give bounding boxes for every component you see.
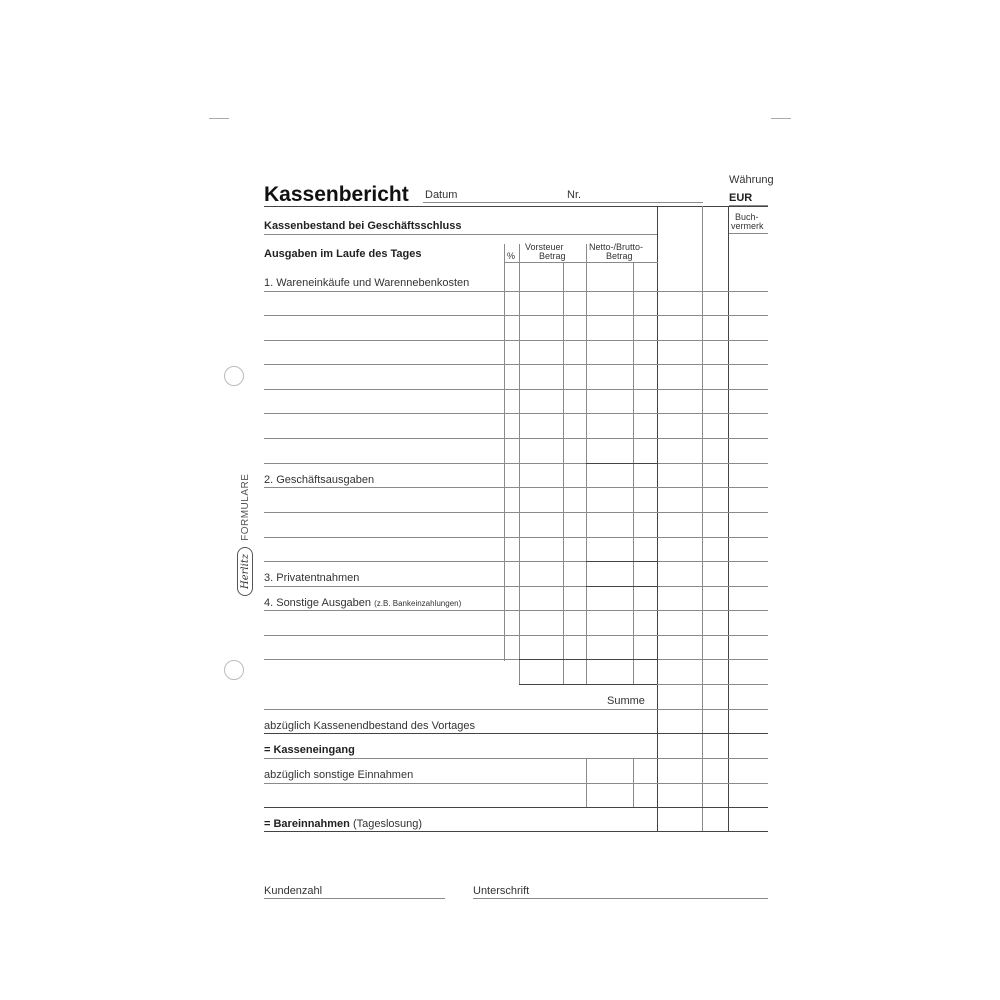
section-2-label: 2. Geschäftsausgaben <box>264 474 375 486</box>
datum-label: Datum <box>425 189 458 201</box>
bareinnahmen-line[interactable] <box>264 831 768 832</box>
kundenzahl-line[interactable] <box>264 898 445 899</box>
subtotal-bottom <box>519 684 658 685</box>
row-line[interactable] <box>264 364 768 365</box>
row-line[interactable] <box>264 537 768 538</box>
summe-label: Summe <box>607 695 645 707</box>
tageslosung-note: (Tageslosung) <box>352 818 423 830</box>
section-4-note: (z.B. Bankeinzahlungen) <box>374 599 462 608</box>
subtotal-rule-2 <box>586 561 658 562</box>
section-4-title: 4. Sonstige Ausgaben <box>264 597 372 609</box>
row-line[interactable] <box>264 586 768 587</box>
buchvermerk-line1: Buch- <box>735 212 759 222</box>
percent-col-sep <box>504 244 505 661</box>
total-cents-sep <box>702 206 703 832</box>
datum-line[interactable] <box>423 202 703 203</box>
waehrung-label: Währung <box>729 174 774 186</box>
punch-hole-top <box>224 366 244 386</box>
section-4-label <box>264 598 461 609</box>
row-line[interactable] <box>264 389 768 390</box>
kundenzahl-label: Kundenzahl <box>264 885 323 897</box>
section-1-label: 1. Wareneinkäufe und Warennebenkosten <box>264 277 470 289</box>
vortrag-line[interactable] <box>264 733 768 734</box>
waehrung-value: EUR <box>729 192 753 204</box>
vorsteuer-header-1: Vorsteuer <box>525 242 564 252</box>
unterschrift-label: Unterschrift <box>473 885 530 897</box>
subheader-rule <box>504 262 658 263</box>
total-col-left <box>657 206 658 832</box>
row-line[interactable] <box>264 610 768 611</box>
row-line[interactable] <box>264 561 768 562</box>
abzueglich-vortrag-label: abzüglich Kassenendbestand des Vortages <box>264 720 475 732</box>
row-line[interactable] <box>264 487 768 488</box>
herlitz-logo: Herlitz <box>237 547 253 596</box>
kasseneingang-label: = Kasseneingang <box>264 744 355 756</box>
bareinnahmen-label <box>264 819 422 830</box>
row-line[interactable] <box>264 438 768 439</box>
row-line[interactable] <box>264 635 768 636</box>
subtotal-rule-4 <box>519 659 658 660</box>
buchvermerk-header-line <box>729 233 768 234</box>
netto-cents-sep <box>633 262 634 685</box>
unterschrift-line[interactable] <box>473 898 768 899</box>
subtotal-rule-1 <box>586 463 658 464</box>
crop-mark-right <box>771 118 791 119</box>
row-line[interactable] <box>264 340 768 341</box>
einnahmen-line-1[interactable] <box>264 783 768 784</box>
kassenbestand-label: Kassenbestand bei Geschäftsschluss <box>264 220 462 232</box>
ausgaben-label: Ausgaben im Laufe des Tages <box>264 248 422 260</box>
row-line[interactable] <box>264 315 768 316</box>
buchvermerk-col-left <box>728 206 729 832</box>
crop-mark-left <box>209 118 229 119</box>
netto-header-2: Betrag <box>606 251 633 261</box>
vorsteuer-cents-sep <box>563 262 564 685</box>
vorsteuer-header-2: Betrag <box>539 251 566 261</box>
right-row-line <box>657 684 768 685</box>
table-top-rule <box>264 206 768 207</box>
netto-col-sep <box>586 244 587 685</box>
einnahmen-cents-sep <box>633 758 634 808</box>
bareinnahmen-title: = Bareinnahmen <box>264 818 350 830</box>
row-line[interactable] <box>264 463 768 464</box>
section-3-label: 3. Privatentnahmen <box>264 572 360 584</box>
row-line[interactable] <box>264 413 768 414</box>
subtotal-rule-3 <box>586 586 658 587</box>
buchvermerk-line2: vermerk <box>731 221 764 231</box>
row-line[interactable] <box>264 512 768 513</box>
summe-line[interactable] <box>264 709 768 710</box>
vorsteuer-col-sep <box>519 244 520 685</box>
form-title: Kassenbericht <box>264 183 409 206</box>
nr-label: Nr. <box>567 189 582 201</box>
kassenbestand-line <box>264 234 658 235</box>
punch-hole-bottom <box>224 660 244 680</box>
netto-header-1: Netto-/Brutto- <box>589 242 644 252</box>
product-line-label: FORMULARE <box>239 473 251 541</box>
percent-header: % <box>507 251 516 261</box>
einnahmen-line-2[interactable] <box>264 807 768 808</box>
abzueglich-einnahmen-label: abzüglich sonstige Einnahmen <box>264 769 414 781</box>
kasseneingang-line[interactable] <box>264 758 768 759</box>
einnahmen-netto-sep <box>586 758 587 808</box>
row-line[interactable] <box>264 291 768 292</box>
brand-strip <box>237 456 253 596</box>
row-line[interactable] <box>264 659 768 660</box>
